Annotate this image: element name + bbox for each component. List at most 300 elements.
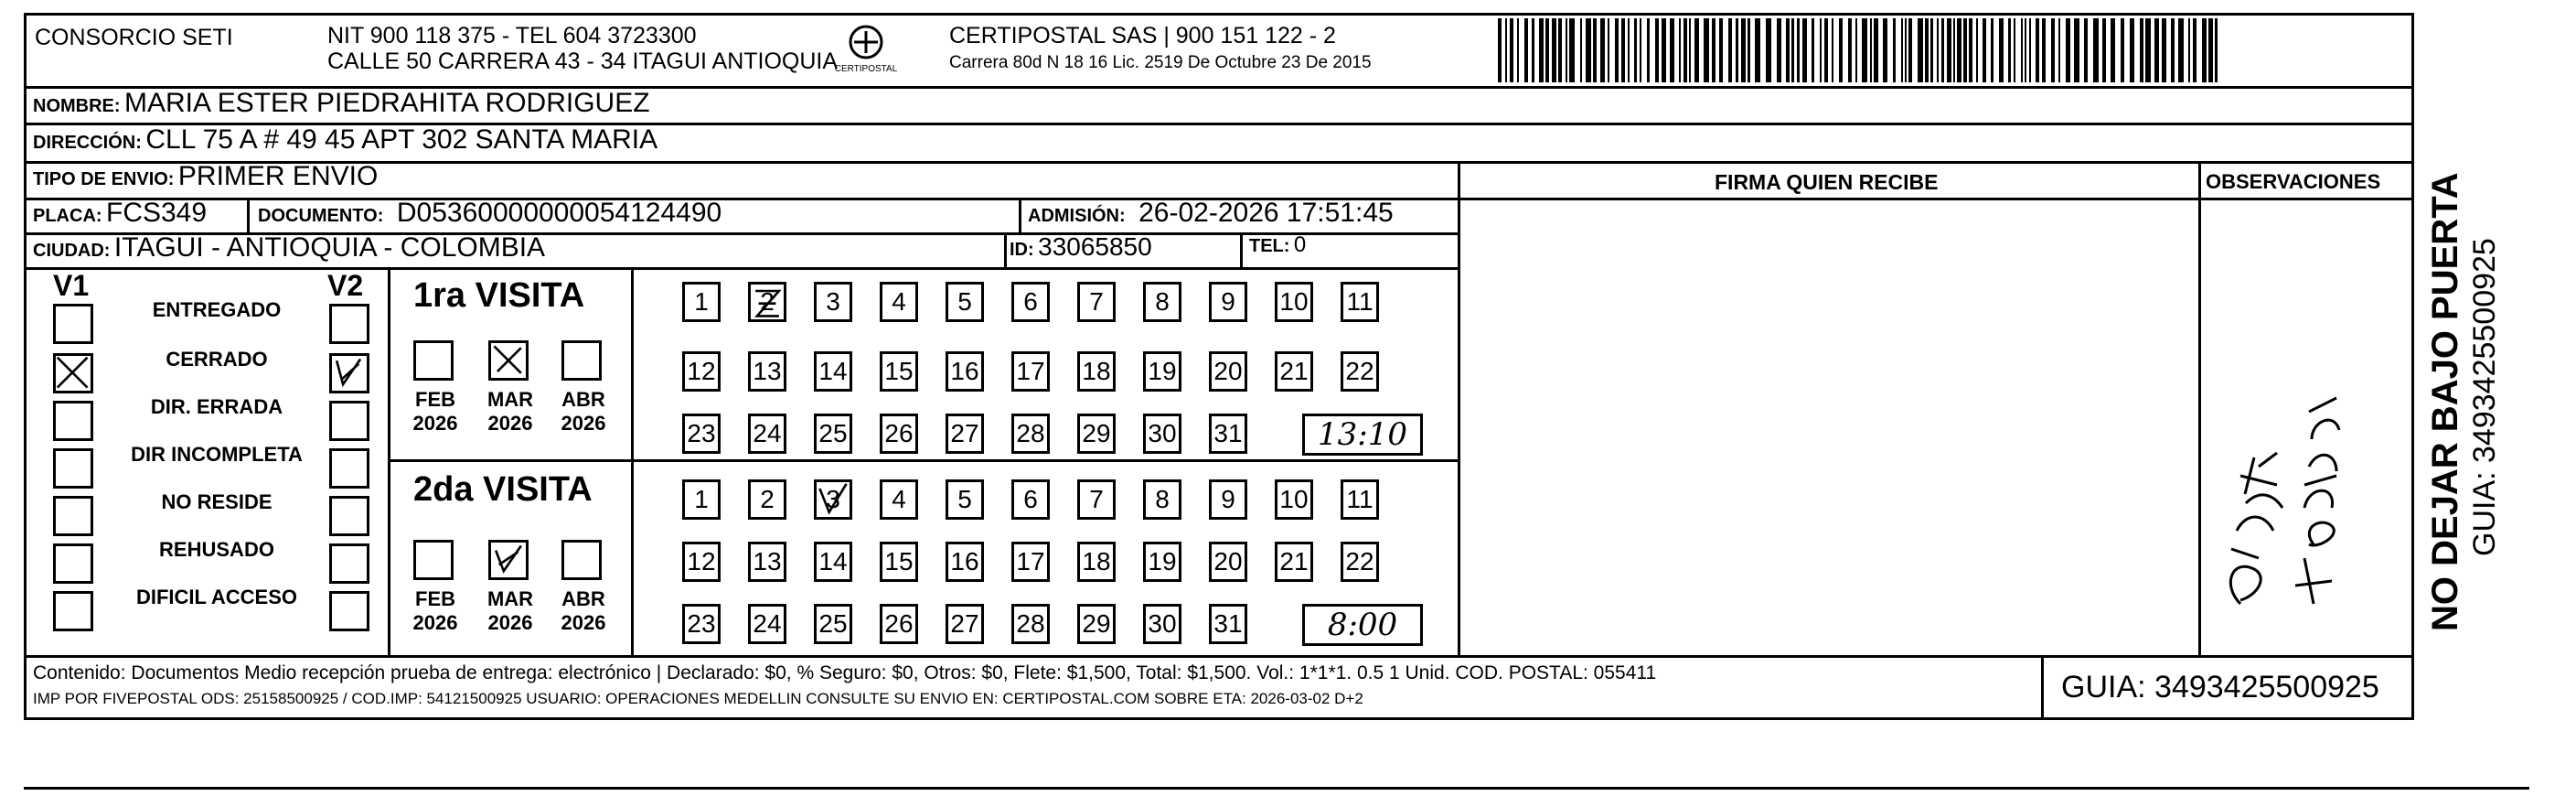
barcode-bar bbox=[1947, 18, 1951, 82]
day-number: 7 bbox=[1089, 287, 1104, 316]
barcode-bar bbox=[2051, 18, 2055, 82]
visit-time-box[interactable] bbox=[1302, 604, 1423, 646]
nit-line-2: CALLE 50 CARRERA 43 - 34 ITAGUI ANTIOQUIA bbox=[327, 48, 839, 74]
barcode-bar bbox=[2008, 18, 2011, 82]
day-box[interactable] bbox=[1077, 479, 1116, 520]
day-number: 18 bbox=[1082, 547, 1111, 575]
visit1-title: 1ra VISITA bbox=[413, 276, 585, 315]
day-box[interactable] bbox=[1143, 282, 1181, 322]
day-number: 16 bbox=[950, 357, 979, 385]
day-number: 1 bbox=[694, 287, 709, 316]
documento-field bbox=[258, 198, 721, 229]
day-number: 3 bbox=[826, 485, 840, 513]
day-number: 30 bbox=[1148, 609, 1177, 638]
day-number: 20 bbox=[1213, 357, 1243, 385]
day-box[interactable] bbox=[682, 479, 721, 520]
barcode-bar bbox=[2171, 18, 2175, 82]
day-number: 23 bbox=[687, 419, 716, 447]
day-number: 14 bbox=[818, 357, 848, 385]
status-label: DIFICIL ACCESO bbox=[135, 586, 297, 608]
month-checkbox[interactable] bbox=[413, 340, 454, 381]
day-number: 30 bbox=[1148, 419, 1177, 447]
barcode-bar bbox=[1802, 18, 1807, 82]
barcode-bar bbox=[1505, 18, 1507, 82]
id-field bbox=[1010, 232, 1152, 262]
day-box[interactable] bbox=[682, 542, 721, 582]
observaciones-header: OBSERVACIONES bbox=[2206, 170, 2381, 193]
day-box[interactable] bbox=[1209, 604, 1247, 644]
id-label: ID: bbox=[1010, 240, 1034, 260]
placa-label: PLACA: bbox=[33, 206, 102, 226]
month-label bbox=[481, 388, 540, 436]
barcode-bar bbox=[1918, 18, 1923, 82]
day-number: 26 bbox=[884, 609, 914, 638]
day-box[interactable] bbox=[814, 604, 852, 644]
day-number: 6 bbox=[1023, 485, 1038, 513]
nombre-value: MARIA ESTER PIEDRAHITA RODRIGUEZ bbox=[124, 88, 650, 118]
company-name: CONSORCIO SETI bbox=[35, 25, 233, 50]
day-number: 11 bbox=[1346, 287, 1374, 316]
barcode-bar bbox=[1655, 18, 1659, 82]
barcode-bar bbox=[1741, 18, 1746, 82]
barcode-bar bbox=[1539, 18, 1544, 82]
barcode-bar bbox=[1662, 18, 1666, 82]
day-number: 29 bbox=[1082, 609, 1111, 638]
day-box[interactable] bbox=[880, 604, 918, 644]
day-number: 2 bbox=[760, 287, 775, 316]
tel-value: 0 bbox=[1293, 232, 1307, 257]
month-checkbox[interactable] bbox=[561, 340, 602, 381]
day-box[interactable] bbox=[1209, 479, 1247, 520]
barcode-bar bbox=[1953, 18, 1955, 82]
day-box[interactable] bbox=[1209, 414, 1247, 454]
barcode-bar bbox=[1908, 18, 1912, 82]
status-v1-checkbox[interactable] bbox=[53, 304, 93, 344]
barcode-bar bbox=[1976, 18, 1978, 82]
barcode-bar bbox=[1628, 18, 1630, 82]
day-box[interactable] bbox=[814, 351, 852, 392]
status-label: NO RESIDE bbox=[161, 490, 273, 513]
barcode-bar bbox=[1694, 18, 1699, 82]
day-box[interactable] bbox=[1275, 351, 1313, 392]
barcode-bar bbox=[2021, 18, 2023, 82]
day-number: 25 bbox=[818, 419, 848, 447]
barcode-bar bbox=[1569, 18, 1575, 82]
month-year: 2026 bbox=[561, 611, 606, 634]
footer-imp: IMP POR FIVEPOSTAL ODS: 25158500925 / COD.IMP: 54121500925 USUARIO: OPERACIONES MEDELLIN CONSULTE SU ENVIO EN: CERTIPOSTAL.COM SOBRE ETA: 2026-03-02 D+2 bbox=[33, 690, 1363, 707]
barcode-bar bbox=[2093, 18, 2099, 82]
tipo-value: PRIMER ENVIO bbox=[177, 161, 379, 191]
day-box[interactable] bbox=[1143, 542, 1181, 582]
barcode-bar bbox=[2058, 18, 2060, 82]
status-v2-checkbox[interactable] bbox=[329, 448, 369, 489]
day-number: 12 bbox=[687, 547, 716, 575]
barcode-bar bbox=[2029, 18, 2031, 82]
day-box[interactable] bbox=[748, 604, 786, 644]
barcode-bar bbox=[1870, 18, 1872, 82]
day-box[interactable] bbox=[1011, 479, 1050, 520]
day-box[interactable] bbox=[814, 479, 852, 520]
status-v1-checkbox[interactable] bbox=[53, 543, 93, 584]
barcode-bar bbox=[2130, 18, 2134, 82]
day-number: 14 bbox=[818, 547, 848, 575]
day-number: 29 bbox=[1082, 419, 1111, 447]
barcode-bar bbox=[1634, 18, 1637, 82]
barcode-bar bbox=[2036, 18, 2039, 82]
day-box[interactable] bbox=[814, 414, 852, 454]
month-name: MAR bbox=[486, 587, 534, 610]
barcode-bar bbox=[1855, 18, 1857, 82]
day-box[interactable] bbox=[946, 604, 984, 644]
day-number: 19 bbox=[1148, 357, 1177, 385]
barcode-bar bbox=[1755, 18, 1760, 82]
barcode-bar bbox=[1957, 18, 1961, 82]
day-box[interactable] bbox=[946, 479, 984, 520]
day-box[interactable] bbox=[748, 282, 786, 322]
month-year: 2026 bbox=[487, 611, 533, 634]
barcode-bar bbox=[1647, 18, 1650, 82]
month-checkbox[interactable] bbox=[488, 540, 529, 580]
day-number: 4 bbox=[892, 287, 906, 316]
day-number: 19 bbox=[1148, 547, 1177, 575]
day-number: 28 bbox=[1016, 609, 1045, 638]
barcode-bar bbox=[1621, 18, 1625, 82]
day-box[interactable] bbox=[1011, 542, 1050, 582]
direccion-value: CLL 75 A # 49 45 APT 302 SANTA MARIA bbox=[145, 124, 658, 155]
barcode-bar bbox=[1824, 18, 1828, 82]
barcode-bar bbox=[1862, 18, 1867, 82]
barcode-bar bbox=[1498, 18, 1502, 82]
v1-label: V1 bbox=[53, 269, 90, 302]
day-box[interactable] bbox=[748, 479, 786, 520]
barcode-bar bbox=[1586, 18, 1591, 82]
barcode-bar bbox=[1983, 18, 1986, 82]
day-box[interactable] bbox=[1341, 542, 1379, 582]
barcode bbox=[1498, 18, 2228, 82]
day-number: 10 bbox=[1279, 287, 1309, 316]
day-box[interactable] bbox=[814, 542, 852, 582]
bottom-separator bbox=[24, 787, 2529, 790]
status-v1-checkbox[interactable] bbox=[53, 401, 93, 441]
day-number: 20 bbox=[1213, 547, 1243, 575]
barcode-bar bbox=[1600, 18, 1605, 82]
barcode-bar bbox=[1593, 18, 1597, 82]
day-box[interactable] bbox=[1011, 414, 1050, 454]
day-box[interactable] bbox=[1275, 479, 1313, 520]
day-box[interactable] bbox=[1209, 542, 1247, 582]
day-box[interactable] bbox=[1077, 542, 1116, 582]
nombre-label: NOMBRE: bbox=[33, 96, 121, 116]
day-number: 31 bbox=[1213, 419, 1243, 447]
day-box[interactable] bbox=[748, 414, 786, 454]
day-number: 24 bbox=[753, 419, 782, 447]
day-number: 5 bbox=[957, 485, 972, 513]
barcode-bar bbox=[2102, 18, 2106, 82]
handwritten-observation bbox=[2204, 329, 2368, 622]
status-v1-checkbox[interactable] bbox=[53, 353, 93, 393]
day-box[interactable] bbox=[946, 351, 984, 392]
barcode-bar bbox=[2145, 18, 2151, 82]
barcode-bar bbox=[1937, 18, 1939, 82]
day-box[interactable] bbox=[1011, 282, 1050, 322]
barcode-bar bbox=[1558, 18, 1562, 82]
direccion-label: DIRECCIÓN: bbox=[33, 133, 142, 153]
barcode-bar bbox=[1874, 18, 1878, 82]
day-box[interactable] bbox=[1341, 479, 1379, 520]
day-box[interactable] bbox=[1077, 351, 1116, 392]
day-box[interactable] bbox=[682, 282, 721, 322]
day-box[interactable] bbox=[946, 414, 984, 454]
barcode-bar bbox=[2188, 18, 2190, 82]
barcode-bar bbox=[1510, 18, 1513, 82]
month-checkbox[interactable] bbox=[488, 340, 529, 381]
barcode-bar bbox=[2074, 18, 2079, 82]
day-number: 2 bbox=[760, 485, 775, 513]
day-box[interactable] bbox=[1011, 351, 1050, 392]
status-v2-checkbox[interactable] bbox=[329, 543, 369, 584]
status-v2-checkbox[interactable] bbox=[329, 496, 369, 536]
status-label: DIR INCOMPLETA bbox=[131, 443, 303, 466]
v2-label: V2 bbox=[327, 269, 364, 302]
day-box[interactable] bbox=[748, 351, 786, 392]
month-name: FEB bbox=[415, 388, 455, 411]
day-number: 15 bbox=[884, 357, 914, 385]
day-box[interactable] bbox=[880, 351, 918, 392]
ciudad-label: CIUDAD: bbox=[33, 241, 111, 261]
day-box[interactable] bbox=[748, 542, 786, 582]
day-number: 31 bbox=[1213, 609, 1243, 638]
placa-field bbox=[33, 198, 207, 229]
month-label bbox=[406, 388, 465, 436]
month-checkbox[interactable] bbox=[561, 540, 602, 580]
barcode-bar bbox=[1552, 18, 1556, 82]
status-v1-checkbox[interactable] bbox=[53, 496, 93, 536]
day-number: 4 bbox=[892, 485, 906, 513]
barcode-bar bbox=[1905, 18, 1907, 82]
day-box[interactable] bbox=[1077, 414, 1116, 454]
barcode-bar bbox=[1848, 18, 1852, 82]
day-number: 27 bbox=[950, 609, 979, 638]
barcode-bar bbox=[2154, 18, 2159, 82]
tel-label: TEL: bbox=[1249, 236, 1290, 256]
barcode-bar bbox=[1719, 18, 1723, 82]
day-box[interactable] bbox=[1143, 351, 1181, 392]
barcode-bar bbox=[1728, 18, 1732, 82]
month-label bbox=[481, 587, 540, 635]
month-year: 2026 bbox=[412, 412, 458, 435]
firma-header: FIRMA QUIEN RECIBE bbox=[1715, 170, 1939, 194]
barcode-bar bbox=[1969, 18, 1972, 82]
barcode-bar bbox=[2140, 18, 2143, 82]
day-box[interactable] bbox=[682, 604, 721, 644]
day-number: 23 bbox=[687, 609, 716, 638]
day-box[interactable] bbox=[1275, 282, 1313, 322]
day-number: 15 bbox=[884, 547, 914, 575]
barcode-bar bbox=[1766, 18, 1771, 82]
month-checkbox[interactable] bbox=[413, 540, 454, 580]
carrier-line-2: Carrera 80d N 18 16 Lic. 2519 De Octubre 23 De 2015 bbox=[949, 53, 1372, 72]
barcode-bar bbox=[1532, 18, 1534, 82]
day-box[interactable] bbox=[1143, 414, 1181, 454]
nombre-field bbox=[33, 88, 650, 119]
status-v2-checkbox[interactable] bbox=[329, 401, 369, 441]
barcode-bar bbox=[1545, 18, 1549, 82]
day-box[interactable] bbox=[1011, 604, 1050, 644]
day-box[interactable] bbox=[1077, 604, 1116, 644]
barcode-bar bbox=[1839, 18, 1843, 82]
barcode-bar bbox=[1704, 18, 1709, 82]
barcode-bar bbox=[1901, 18, 1903, 82]
day-box[interactable] bbox=[1143, 479, 1181, 520]
day-number: 22 bbox=[1345, 547, 1374, 575]
day-box[interactable] bbox=[814, 282, 852, 322]
barcode-bar bbox=[1580, 18, 1582, 82]
status-label: ENTREGADO bbox=[152, 298, 282, 321]
barcode-bar bbox=[1991, 18, 1993, 82]
day-box[interactable] bbox=[1209, 351, 1247, 392]
barcode-bar bbox=[2202, 18, 2207, 82]
day-number: 21 bbox=[1279, 547, 1309, 575]
day-box[interactable] bbox=[946, 282, 984, 322]
status-v1-checkbox[interactable] bbox=[53, 591, 93, 631]
barcode-bar bbox=[1517, 18, 1519, 82]
tipo-label: TIPO DE ENVIO: bbox=[33, 169, 175, 189]
barcode-bar bbox=[1679, 18, 1681, 82]
barcode-bar bbox=[1883, 18, 1887, 82]
tel-field bbox=[1249, 232, 1306, 258]
footer-contenido: Contenido: Documentos Medio recepción prueba de entrega: electrónico | Declarado: $0, % Seguro: $0, Otros: $0, Flete: $1,500, Total: $1,500. Vol.: 1*1*1. 0.5 1 Unid. COD. POSTAL: 055411 bbox=[33, 662, 1657, 683]
direccion-field bbox=[33, 124, 657, 156]
barcode-bar bbox=[1832, 18, 1833, 82]
admision-label: ADMISIÓN: bbox=[1028, 206, 1126, 226]
barcode-bar bbox=[2066, 18, 2070, 82]
status-label: CERRADO bbox=[166, 348, 268, 371]
month-label bbox=[406, 587, 465, 635]
month-year: 2026 bbox=[561, 412, 606, 435]
nit-line-1: NIT 900 118 375 - TEL 604 3723300 bbox=[327, 23, 697, 48]
day-number: 18 bbox=[1082, 357, 1111, 385]
day-number: 5 bbox=[957, 287, 972, 316]
barcode-bar bbox=[1670, 18, 1674, 82]
day-box[interactable] bbox=[1341, 351, 1379, 392]
status-label: REHUSADO bbox=[159, 538, 274, 561]
side-guia: GUIA: 3493425500925 bbox=[2467, 238, 2502, 556]
day-box[interactable] bbox=[1275, 542, 1313, 582]
day-box[interactable] bbox=[880, 479, 918, 520]
day-box[interactable] bbox=[1077, 282, 1116, 322]
status-label: DIR. ERRADA bbox=[150, 395, 283, 418]
barcode-bar bbox=[1615, 18, 1619, 82]
barcode-bar bbox=[1791, 18, 1794, 82]
barcode-bar bbox=[2025, 18, 2026, 82]
month-year: 2026 bbox=[487, 412, 533, 435]
admision-field bbox=[1028, 198, 1394, 229]
barcode-bar bbox=[1640, 18, 1641, 82]
barcode-bar bbox=[2162, 18, 2166, 82]
month-name: ABR bbox=[561, 388, 605, 411]
day-number: 28 bbox=[1016, 419, 1045, 447]
barcode-bar bbox=[1893, 18, 1896, 82]
day-number: 3 bbox=[826, 287, 840, 316]
barcode-bar bbox=[2121, 18, 2124, 82]
barcode-bar bbox=[1712, 18, 1716, 82]
barcode-bar bbox=[2042, 18, 2046, 82]
admision-value: 26-02-2026 17:51:45 bbox=[1138, 198, 1394, 228]
barcode-bar bbox=[1786, 18, 1790, 82]
day-number: 17 bbox=[1016, 357, 1045, 385]
day-box[interactable] bbox=[682, 351, 721, 392]
day-box[interactable] bbox=[880, 542, 918, 582]
day-number: 12 bbox=[687, 357, 716, 385]
day-number: 22 bbox=[1345, 357, 1374, 385]
day-number: 24 bbox=[753, 609, 782, 638]
barcode-bar bbox=[2111, 18, 2115, 82]
barcode-bar bbox=[1748, 18, 1750, 82]
barcode-bar bbox=[1820, 18, 1822, 82]
barcode-bar bbox=[1925, 18, 1929, 82]
month-name: FEB bbox=[415, 587, 455, 610]
barcode-bar bbox=[1608, 18, 1609, 82]
day-box[interactable] bbox=[682, 414, 721, 454]
day-number: 25 bbox=[818, 609, 848, 638]
visit2-title: 2da VISITA bbox=[413, 470, 593, 509]
day-number: 9 bbox=[1221, 485, 1235, 513]
day-box[interactable] bbox=[1143, 604, 1181, 644]
carrier-line-1: CERTIPOSTAL SAS | 900 151 122 - 2 bbox=[949, 23, 1336, 48]
documento-value: D05360000000054124490 bbox=[396, 198, 722, 228]
status-v2-checkbox[interactable] bbox=[329, 353, 369, 393]
barcode-bar bbox=[1777, 18, 1781, 82]
visit-time-box[interactable] bbox=[1302, 414, 1423, 456]
barcode-bar bbox=[1963, 18, 1967, 82]
barcode-bar bbox=[2014, 18, 2015, 82]
day-box[interactable] bbox=[1209, 282, 1247, 322]
day-number: 9 bbox=[1221, 287, 1235, 316]
barcode-bar bbox=[2084, 18, 2088, 82]
barcode-bar bbox=[1797, 18, 1800, 82]
barcode-bar bbox=[1999, 18, 2004, 82]
barcode-bar bbox=[1736, 18, 1738, 82]
day-number: 10 bbox=[1279, 485, 1309, 513]
tipo-field bbox=[33, 161, 378, 192]
month-label bbox=[554, 587, 613, 635]
ciudad-field bbox=[33, 232, 545, 264]
barcode-bar bbox=[1812, 18, 1814, 82]
barcode-bar bbox=[1930, 18, 1933, 82]
day-box[interactable] bbox=[946, 542, 984, 582]
status-v1-checkbox[interactable] bbox=[53, 448, 93, 489]
day-box[interactable] bbox=[1341, 282, 1379, 322]
certipostal-logo bbox=[834, 24, 898, 75]
documento-label: DOCUMENTO: bbox=[258, 206, 384, 226]
status-v2-checkbox[interactable] bbox=[329, 304, 369, 344]
barcode-bar bbox=[2178, 18, 2184, 82]
day-number: 13 bbox=[753, 547, 782, 575]
day-number: 6 bbox=[1023, 287, 1038, 316]
id-value: 33065850 bbox=[1038, 232, 1152, 261]
day-number: 17 bbox=[1016, 547, 1045, 575]
day-box[interactable] bbox=[880, 282, 918, 322]
day-number: 21 bbox=[1279, 357, 1309, 385]
month-year: 2026 bbox=[412, 611, 458, 634]
day-number: 8 bbox=[1155, 287, 1170, 316]
month-label bbox=[554, 388, 613, 436]
day-box[interactable] bbox=[880, 414, 918, 454]
month-name: MAR bbox=[486, 388, 534, 411]
barcode-bar bbox=[1941, 18, 1944, 82]
barcode-bar bbox=[2208, 18, 2213, 82]
status-v2-checkbox[interactable] bbox=[329, 591, 369, 631]
